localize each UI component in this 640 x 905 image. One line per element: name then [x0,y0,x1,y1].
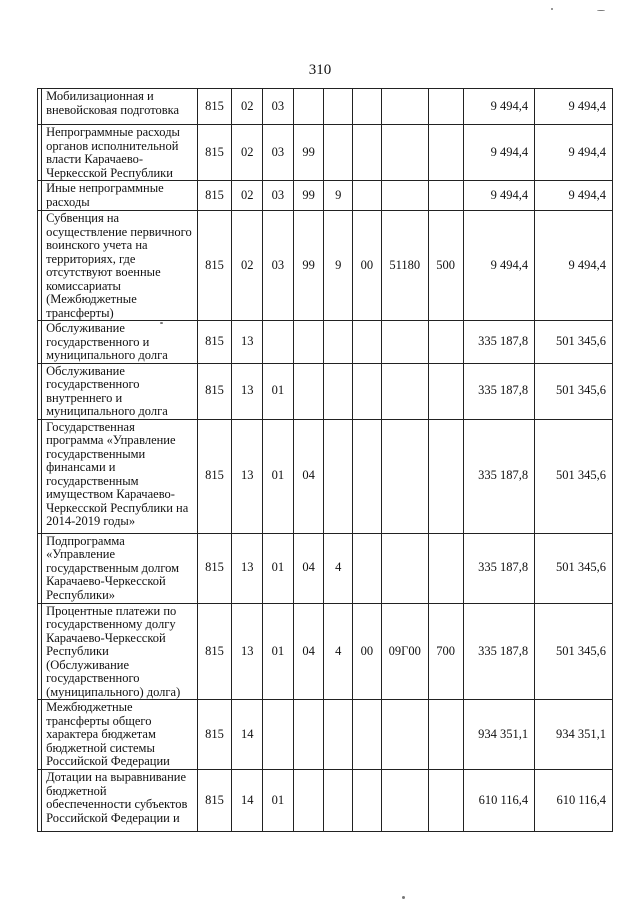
code-cell [428,363,463,419]
table-row [38,419,613,533]
code-cell [428,321,463,364]
code-cell: 815 [197,321,232,364]
code-cell: 500 [428,211,463,321]
row-name-cell: Мобилизационная и вневойсковая подготовка [42,89,198,125]
table-row [38,700,613,770]
row-name-cell: Иные непрограммные расходы [42,181,198,211]
code-cell [324,321,353,364]
amount-cell: 9 494,4 [463,181,535,211]
amount-cell: 335 187,8 [463,363,535,419]
scan-speck [551,8,553,10]
code-cell: 13 [232,533,263,603]
code-cell: 815 [197,363,232,419]
amount-cell: 9 494,4 [535,181,613,211]
amount-cell: 501 345,6 [535,603,613,700]
code-cell [353,419,382,533]
scan-speck [402,896,405,899]
code-cell [324,419,353,533]
table-row [38,533,613,603]
code-cell [428,533,463,603]
table-row [38,89,613,125]
code-cell: 99 [293,181,324,211]
code-cell [353,363,382,419]
code-cell [293,321,324,364]
code-cell: 815 [197,770,232,832]
code-cell [324,89,353,125]
code-cell [263,321,294,364]
code-cell [353,533,382,603]
code-cell: 09Г00 [381,603,428,700]
code-cell [353,700,382,770]
code-cell: 9 [324,211,353,321]
code-cell [428,181,463,211]
amount-cell: 501 345,6 [535,419,613,533]
code-cell [381,321,428,364]
scan-speck [160,322,163,324]
code-cell [381,533,428,603]
code-cell [293,770,324,832]
code-cell [381,89,428,125]
budget-table [37,88,613,832]
code-cell [293,700,324,770]
code-cell [428,700,463,770]
code-cell: 9 [324,181,353,211]
code-cell [428,770,463,832]
code-cell [381,363,428,419]
code-cell: 13 [232,603,263,700]
code-cell [381,181,428,211]
row-name-cell: Государственная программа «Управление государственными финансами и государственным имуществом Карачаево-Черкесской Республики на 2014-2019 годы» [42,419,198,533]
code-cell: 4 [324,533,353,603]
code-cell: 13 [232,321,263,364]
code-cell: 815 [197,89,232,125]
code-cell: 03 [263,89,294,125]
code-cell [263,700,294,770]
amount-cell: 9 494,4 [535,125,613,181]
code-cell [293,89,324,125]
code-cell: 01 [263,603,294,700]
code-cell: 00 [353,211,382,321]
scan-speck [597,10,605,11]
code-cell [381,125,428,181]
table-body [38,89,613,832]
amount-cell: 501 345,6 [535,533,613,603]
code-cell: 03 [263,125,294,181]
amount-cell: 335 187,8 [463,321,535,364]
amount-cell: 9 494,4 [463,211,535,321]
code-cell: 00 [353,603,382,700]
amount-cell: 610 116,4 [535,770,613,832]
code-cell: 03 [263,211,294,321]
code-cell: 02 [232,181,263,211]
table-row [38,363,613,419]
code-cell: 03 [263,181,294,211]
row-name-cell: Дотации на выравнивание бюджетной обеспеченности субъектов Российской Федерации и [42,770,198,832]
table-row [38,211,613,321]
code-cell: 02 [232,211,263,321]
code-cell: 14 [232,770,263,832]
code-cell: 815 [197,533,232,603]
amount-cell: 335 187,8 [463,419,535,533]
table-row [38,125,613,181]
code-cell: 4 [324,603,353,700]
amount-cell: 501 345,6 [535,363,613,419]
code-cell [381,770,428,832]
code-cell [353,181,382,211]
code-cell: 815 [197,700,232,770]
code-cell [324,700,353,770]
code-cell [428,419,463,533]
code-cell [381,419,428,533]
code-cell: 13 [232,363,263,419]
table-row [38,321,613,364]
code-cell: 04 [293,603,324,700]
code-cell: 815 [197,603,232,700]
code-cell [381,700,428,770]
row-name-cell: Обслуживание государственного внутреннего и муниципального долга [42,363,198,419]
code-cell: 815 [197,125,232,181]
code-cell: 01 [263,770,294,832]
amount-cell: 934 351,1 [535,700,613,770]
row-name-cell: Субвенция на осуществление первичного воинского учета на территориях, где отсутствуют военные комиссариаты (Межбюджетные трансферты) [42,211,198,321]
code-cell: 13 [232,419,263,533]
code-cell [293,363,324,419]
code-cell: 99 [293,211,324,321]
code-cell: 700 [428,603,463,700]
code-cell: 14 [232,700,263,770]
code-cell: 99 [293,125,324,181]
row-name-cell: Подпрограмма «Управление государственным долгом Карачаево-Черкесской Республики» [42,533,198,603]
table-row [38,770,613,832]
row-name-cell: Процентные платежи по государственному долгу Карачаево-Черкесской Республики (Обслуживание государственного (муниципального) долга) [42,603,198,700]
code-cell: 02 [232,125,263,181]
code-cell: 04 [293,419,324,533]
amount-cell: 9 494,4 [535,89,613,125]
code-cell [353,89,382,125]
amount-cell: 9 494,4 [535,211,613,321]
amount-cell: 934 351,1 [463,700,535,770]
table-row [38,603,613,700]
row-name-cell: Непрограммные расходы органов исполнительной власти Карачаево-Черкесской Республики [42,125,198,181]
code-cell [324,363,353,419]
table-row [38,181,613,211]
code-cell: 01 [263,363,294,419]
page-number: 310 [308,62,332,78]
code-cell [428,89,463,125]
code-cell: 01 [263,533,294,603]
code-cell [324,125,353,181]
amount-cell: 501 345,6 [535,321,613,364]
amount-cell: 610 116,4 [463,770,535,832]
row-name-cell: Межбюджетные трансферты общего характера бюджетам бюджетной системы Российской Федерации [42,700,198,770]
code-cell: 01 [263,419,294,533]
code-cell: 815 [197,181,232,211]
code-cell: 51180 [381,211,428,321]
amount-cell: 9 494,4 [463,89,535,125]
code-cell: 815 [197,419,232,533]
code-cell: 815 [197,211,232,321]
amount-cell: 335 187,8 [463,533,535,603]
code-cell: 02 [232,89,263,125]
code-cell [353,770,382,832]
code-cell [353,321,382,364]
code-cell [353,125,382,181]
amount-cell: 335 187,8 [463,603,535,700]
code-cell [428,125,463,181]
code-cell: 04 [293,533,324,603]
row-name-cell: Обслуживание государственного и муниципального долга [42,321,198,364]
amount-cell: 9 494,4 [463,125,535,181]
code-cell [324,770,353,832]
